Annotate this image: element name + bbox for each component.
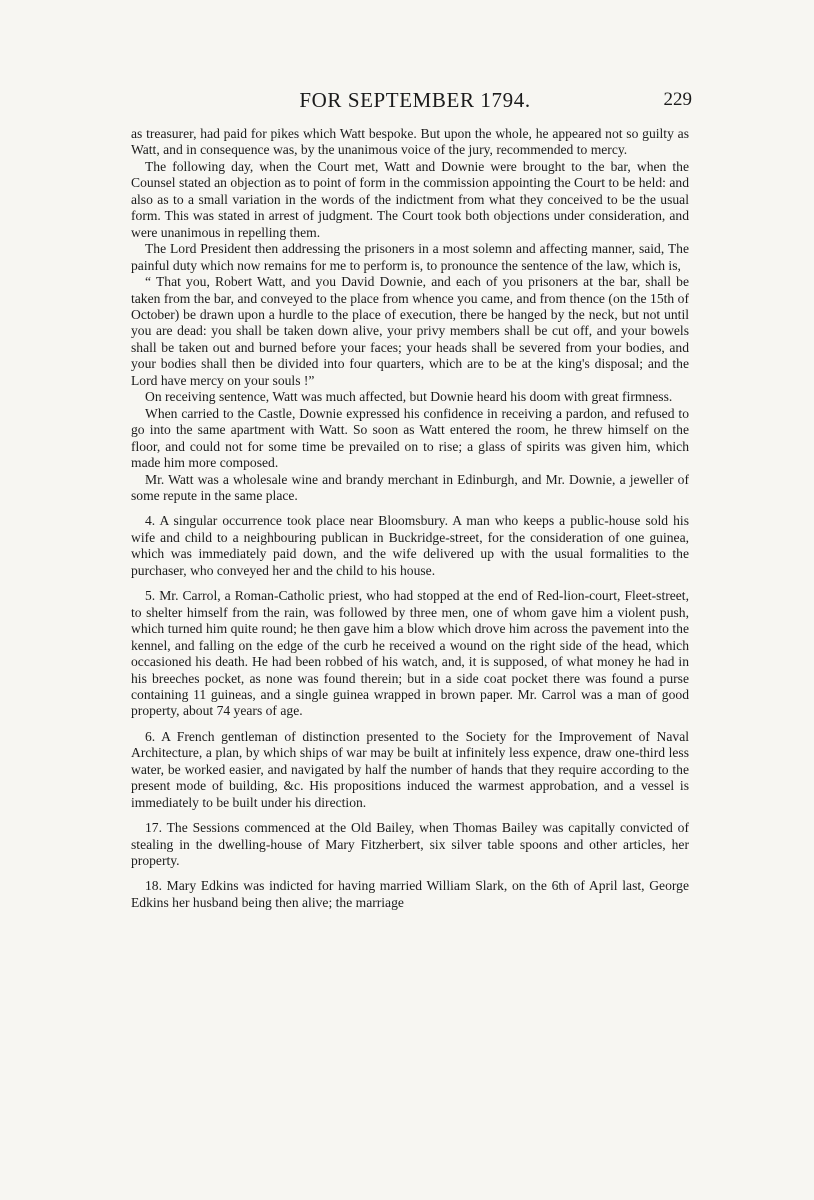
paragraph-merchants: Mr. Watt was a wholesale wine and brandy merchant in Edinburgh, and Mr. Downie, a jeweller of some repute in the same place. [131, 471, 689, 503]
header-title: FOR SEPTEMBER 1794. [299, 88, 531, 112]
page-number: 229 [663, 89, 692, 110]
article-body [131, 126, 689, 911]
paragraph-lord-president: The Lord President then addressing the prisoners in a most solemn and affecting manner, said, The painful duty which now remains for me to perform is, to pronounce the sentence of the law, which is, [131, 241, 689, 273]
paragraph-item-6: 6. A French gentleman of distinction presented to the Society for the Improvement of Naval Architecture, a plan, by which ships of war may be built at infinitely less expence, draw one-third less water, be worked easier, and navigated by half the number of hands that they require according to the present mode of building, &c. His propositions induced the warmest approbation, and a vessel is immediately to be built under his direction. [131, 728, 689, 810]
paragraph-continuation: as treasurer, had paid for pikes which Watt bespoke. But upon the whole, he appeared not so guilty as Watt, and in consequence was, by the unanimous voice of the jury, recommended to mercy. [131, 126, 689, 158]
paragraph-item-18: 18. Mary Edkins was indicted for having married William Slark, on the 6th of April last, George Edkins her husband being then alive; the marriage [131, 878, 689, 910]
paragraph-item-17: 17. The Sessions commenced at the Old Bailey, when Thomas Bailey was capitally convicted of stealing in the dwelling-house of Mary Fitzherbert, six silver table spoons and other articles, her property. [131, 820, 689, 869]
paragraph-item-5: 5. Mr. Carrol, a Roman-Catholic priest, who had stopped at the end of Red-lion-court, Fleet-street, to shelter himself from the rain, was followed by three men, one of whom gave him a violent push, which turned him quite round; he then gave him a blow which drove him across the pavement into the kennel, and falling on the edge of the curb he received a wound on the right side of the head, which occasioned his death. He had been robbed of his watch, and, it is supposed, of what money he had in his breeches pocket, as none was found therein; but in a side coat pocket there was found a purse containing 11 guineas, and a single guinea wrapped in brown paper. Mr. Carrol was a man of good property, about 74 years of age. [131, 588, 689, 719]
paragraph-sentence-quote: “ That you, Robert Watt, and you David Downie, and each of you prisoners at the bar, shall be taken from the bar, and conveyed to the place from whence you came, and from thence (on the 15th of October) be drawn upon a hurdle to the place of execution, there be hanged by the neck, but not until you are dead: you shall be taken down alive, your privy members shall be cut off, and your bowels shall be taken out and burned before your faces; your heads shall be severed from your bodies, and your bodies shall then be divided into four quarters, which are to be at the king's disposal; and the Lord have mercy on your souls !” [131, 274, 689, 388]
running-header [130, 88, 700, 116]
paragraph-castle: When carried to the Castle, Downie expressed his confidence in receiving a pardon, and refused to go into the same apartment with Watt. So soon as Watt entered the room, he threw himself on the floor, and could not for some time be prevailed on to rise; a glass of spirits was given him, which made him more composed. [131, 405, 689, 471]
paragraph-receiving-sentence: On receiving sentence, Watt was much affected, but Downie heard his doom with great firmness. [145, 389, 673, 405]
paragraph-court-objections: The following day, when the Court met, Watt and Downie were brought to the bar, when the Counsel stated an objection as to point of form in the commission appointing the Court to be held: and also as to a small variation in the words of the indictment from what they conceived to be the usual form. This was stated in arrest of judgment. The Court took both objections under consideration, and were unanimous in repelling them. [131, 158, 689, 240]
paragraph-item-4: 4. A singular occurrence took place near Bloomsbury. A man who keeps a public-house sold his wife and child to a neighbouring publican in Buckridge-street, for the consideration of one guinea, which was immediately paid down, and the wife delivered up with the usual formalities to the purchaser, who conveyed her and the child to his house. [131, 513, 689, 578]
